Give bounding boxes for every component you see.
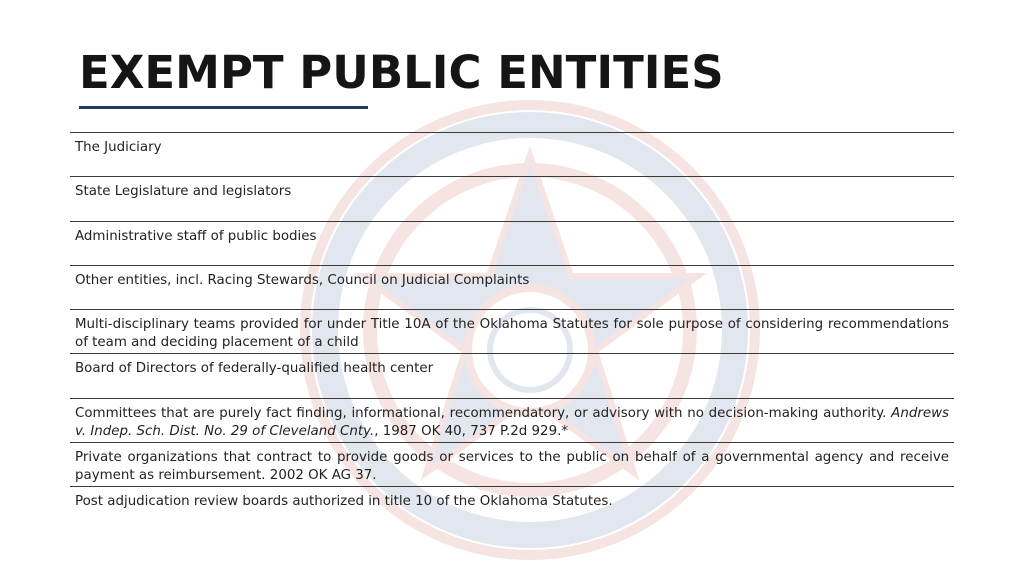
slide-title: EXEMPT PUBLIC ENTITIES [79, 46, 724, 99]
table-row [70, 399, 954, 443]
row-text: Board of Directors of federally-qualified health center [75, 361, 434, 377]
exempt-entities-table [70, 132, 954, 532]
row-text: State Legislature and legislators [75, 184, 292, 200]
table-row [70, 310, 954, 354]
row-text: Other entities, incl. Racing Stewards, Council on Judicial Complaints [75, 272, 530, 288]
table-row [70, 354, 954, 398]
row-text: Committees that are purely fact finding, informational, recommendatory, or advisory with no decision-making authority. [75, 405, 892, 421]
title-underline [79, 106, 368, 109]
table-row [70, 177, 954, 221]
table-row [70, 443, 954, 487]
row-text: Private organizations that contract to provide goods or services to the public on behalf of a governmental agency and receive payment as reimbursement. 2002 OK AG 37. [75, 450, 949, 484]
table-row [70, 487, 954, 531]
case-citation: Andrews v. Indep. Sch. Dist. No. 29 of Cleveland Cnty. [75, 405, 949, 439]
table-row [70, 133, 954, 177]
row-text: Multi-disciplinary teams provided for under Title 10A of the Oklahoma Statutes for sole purpose of considering recommendations of team and deciding placement of a child [75, 317, 949, 351]
row-text-suffix: , 1987 OK 40, 737 P.2d 929.* [374, 423, 569, 439]
table-row [70, 222, 954, 266]
table-row [70, 266, 954, 310]
row-text: Post adjudication review boards authorized in title 10 of the Oklahoma Statutes. [75, 494, 613, 510]
row-text: Administrative staff of public bodies [75, 228, 317, 244]
row-text: The Judiciary [75, 140, 162, 155]
